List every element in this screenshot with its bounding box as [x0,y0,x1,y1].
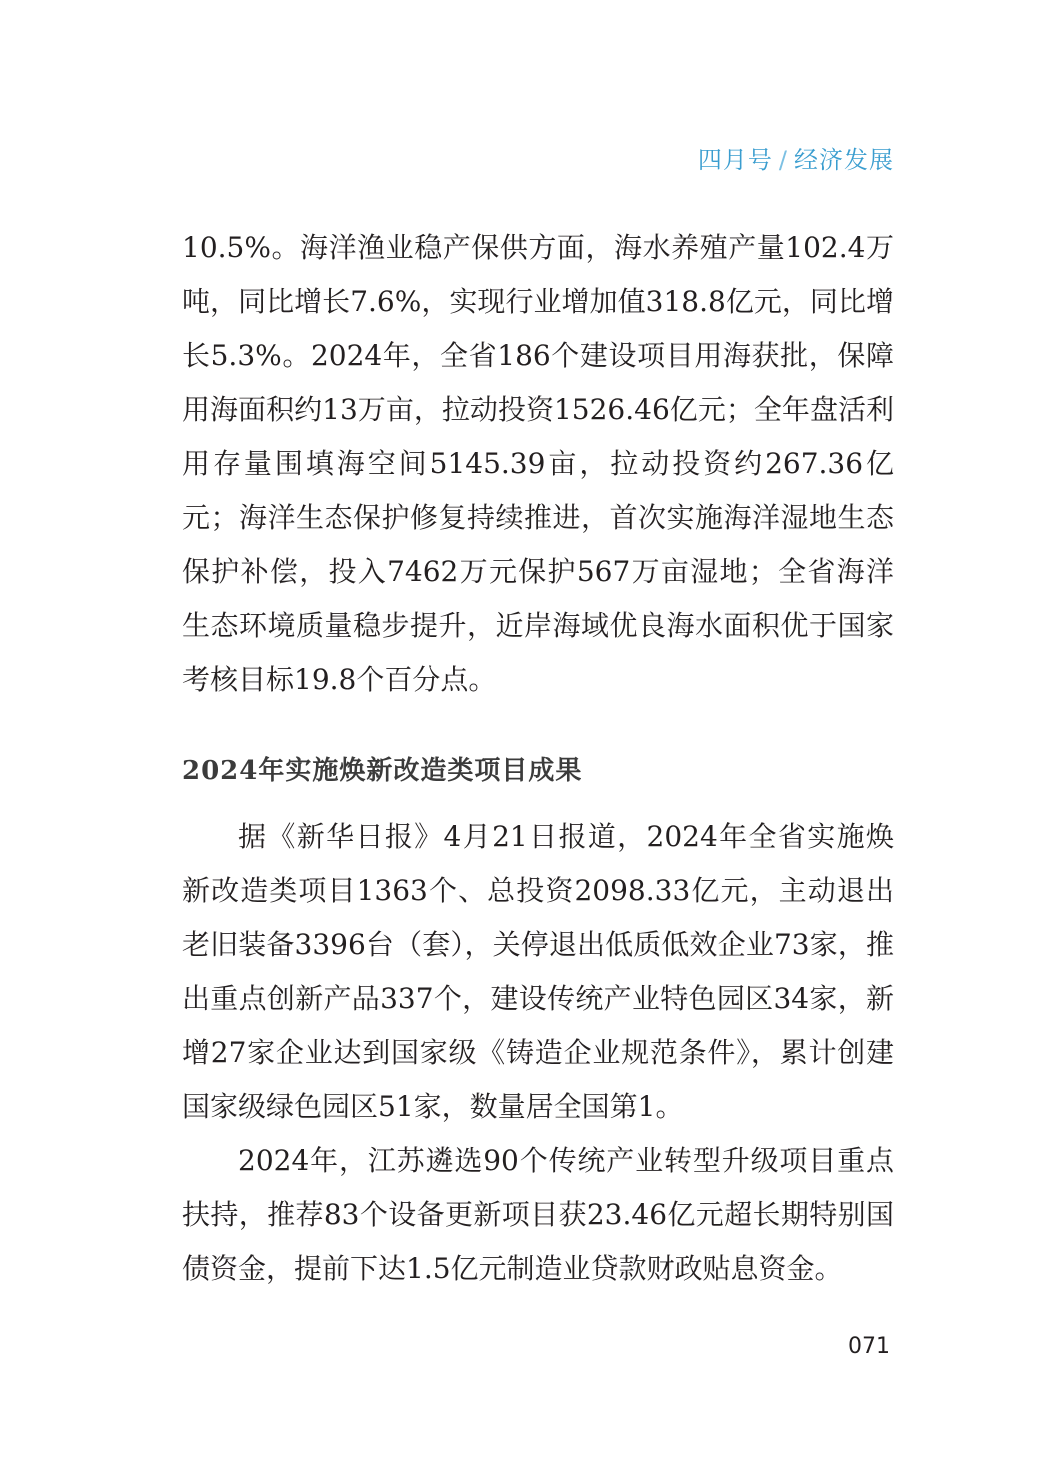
issue-label: 四月号 [697,146,773,174]
page-number: 071 [848,1334,890,1359]
paragraph-1: 据《新华日报》4月21日报道，2024年全省实施焕新改造类项目1363个、总投资2098.33亿元，主动退出老旧装备3396台（套），关停退出低质低效企业73家，推出重点创新产品337个，建设传统产业特色园区34家，新增27家企业达到国家级《铸造企业规范条件》，累计创建国家级绿色园区51家，数量居全国第1。 [182,820,894,1123]
article-body [182,810,894,1296]
header-separator: / [778,146,788,174]
continuation-block [182,221,894,707]
paragraph-2: 2024年，江苏遴选90个传统产业转型升级项目重点扶持，推荐83个设备更新项目获23.46亿元超长期特别国债资金，提前下达1.5亿元制造业贷款财政贴息资金。 [182,1144,894,1285]
running-header [698,140,894,175]
section-label: 经济发展 [794,146,894,174]
continuation-paragraph: 10.5%。海洋渔业稳产保供方面，海水养殖产量102.4万吨，同比增长7.6%，实现行业增加值318.8亿元，同比增长5.3%。2024年，全省186个建设项目用海获批，保障用海面积约13万亩，拉动投资1526.46亿元；全年盘活利用存量围填海空间5145.39亩，拉动投资约267.36亿元；海洋生态保护修复持续推进，首次实施海洋湿地生态保护补偿，投入7462万元保护567万亩湿地；全省海洋生态环境质量稳步提升，近岸海域优良海水面积优于国家考核目标19.8个百分点。 [182,231,894,696]
section-heading: 2024年实施焕新改造类项目成果 [182,756,583,786]
